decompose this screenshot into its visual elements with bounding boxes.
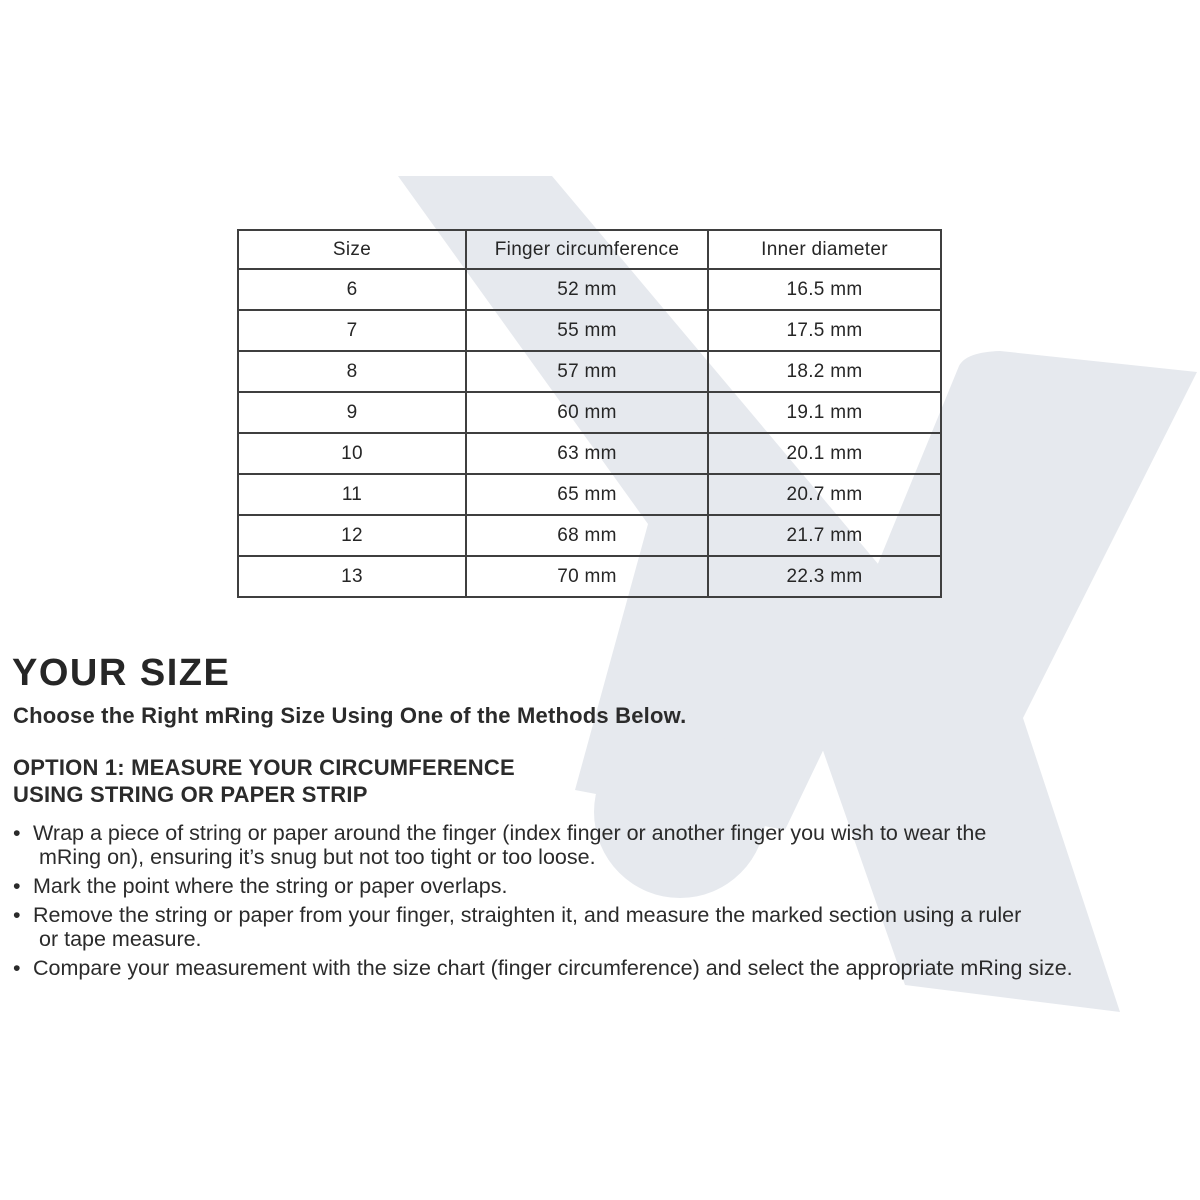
option1-heading-line2: USING STRING OR PAPER STRIP [13,782,368,807]
table-row: 9 60 mm 19.1 mm [238,392,941,433]
table-row: 7 55 mm 17.5 mm [238,310,941,351]
bullet-dot-icon: • [13,874,21,898]
table-row: 13 70 mm 22.3 mm [238,556,941,597]
ring-size-table [237,229,942,598]
table-row: 8 57 mm 18.2 mm [238,351,941,392]
list-item [13,874,1198,898]
bullet-dot-icon: • [13,956,21,980]
option1-heading-line1: OPTION 1: MEASURE YOUR CIRCUMFERENCE [13,755,515,780]
table-header-row [238,230,941,269]
table-row: 12 68 mm 21.7 mm [238,515,941,556]
table-row: 6 52 mm 16.5 mm [238,269,941,310]
bullet-text: or tape measure. [39,927,202,951]
table-row: 10 63 mm 20.1 mm [238,433,941,474]
list-item [13,821,1198,869]
option1-heading [13,754,515,808]
bullet-dot-icon: • [13,821,21,845]
bullet-dot-icon: • [13,903,21,927]
subtitle: Choose the Right mRing Size Using One of the Methods Below. [13,703,687,728]
bullet-text: Compare your measurement with the size chart (finger circumference) and select the appropriate mRing size. [33,956,1073,980]
bullet-text: Wrap a piece of string or paper around the finger (index finger or another finger you wish to wear the [33,821,987,845]
list-item [13,903,1198,951]
table-row: 11 65 mm 20.7 mm [238,474,941,515]
bullet-text: Mark the point where the string or paper overlaps. [33,874,508,898]
header-inner-diameter: Inner diameter [708,230,941,269]
list-item [13,956,1198,980]
header-size: Size [238,230,466,269]
header-finger-circumference: Finger circumference [466,230,708,269]
bullet-text: Remove the string or paper from your finger, straighten it, and measure the marked section using a ruler [33,903,1022,927]
bullet-text: mRing on), ensuring it’s snug but not too tight or too loose. [39,845,596,869]
page-title: YOUR SIZE [12,652,231,694]
option1-instructions [13,821,1198,985]
